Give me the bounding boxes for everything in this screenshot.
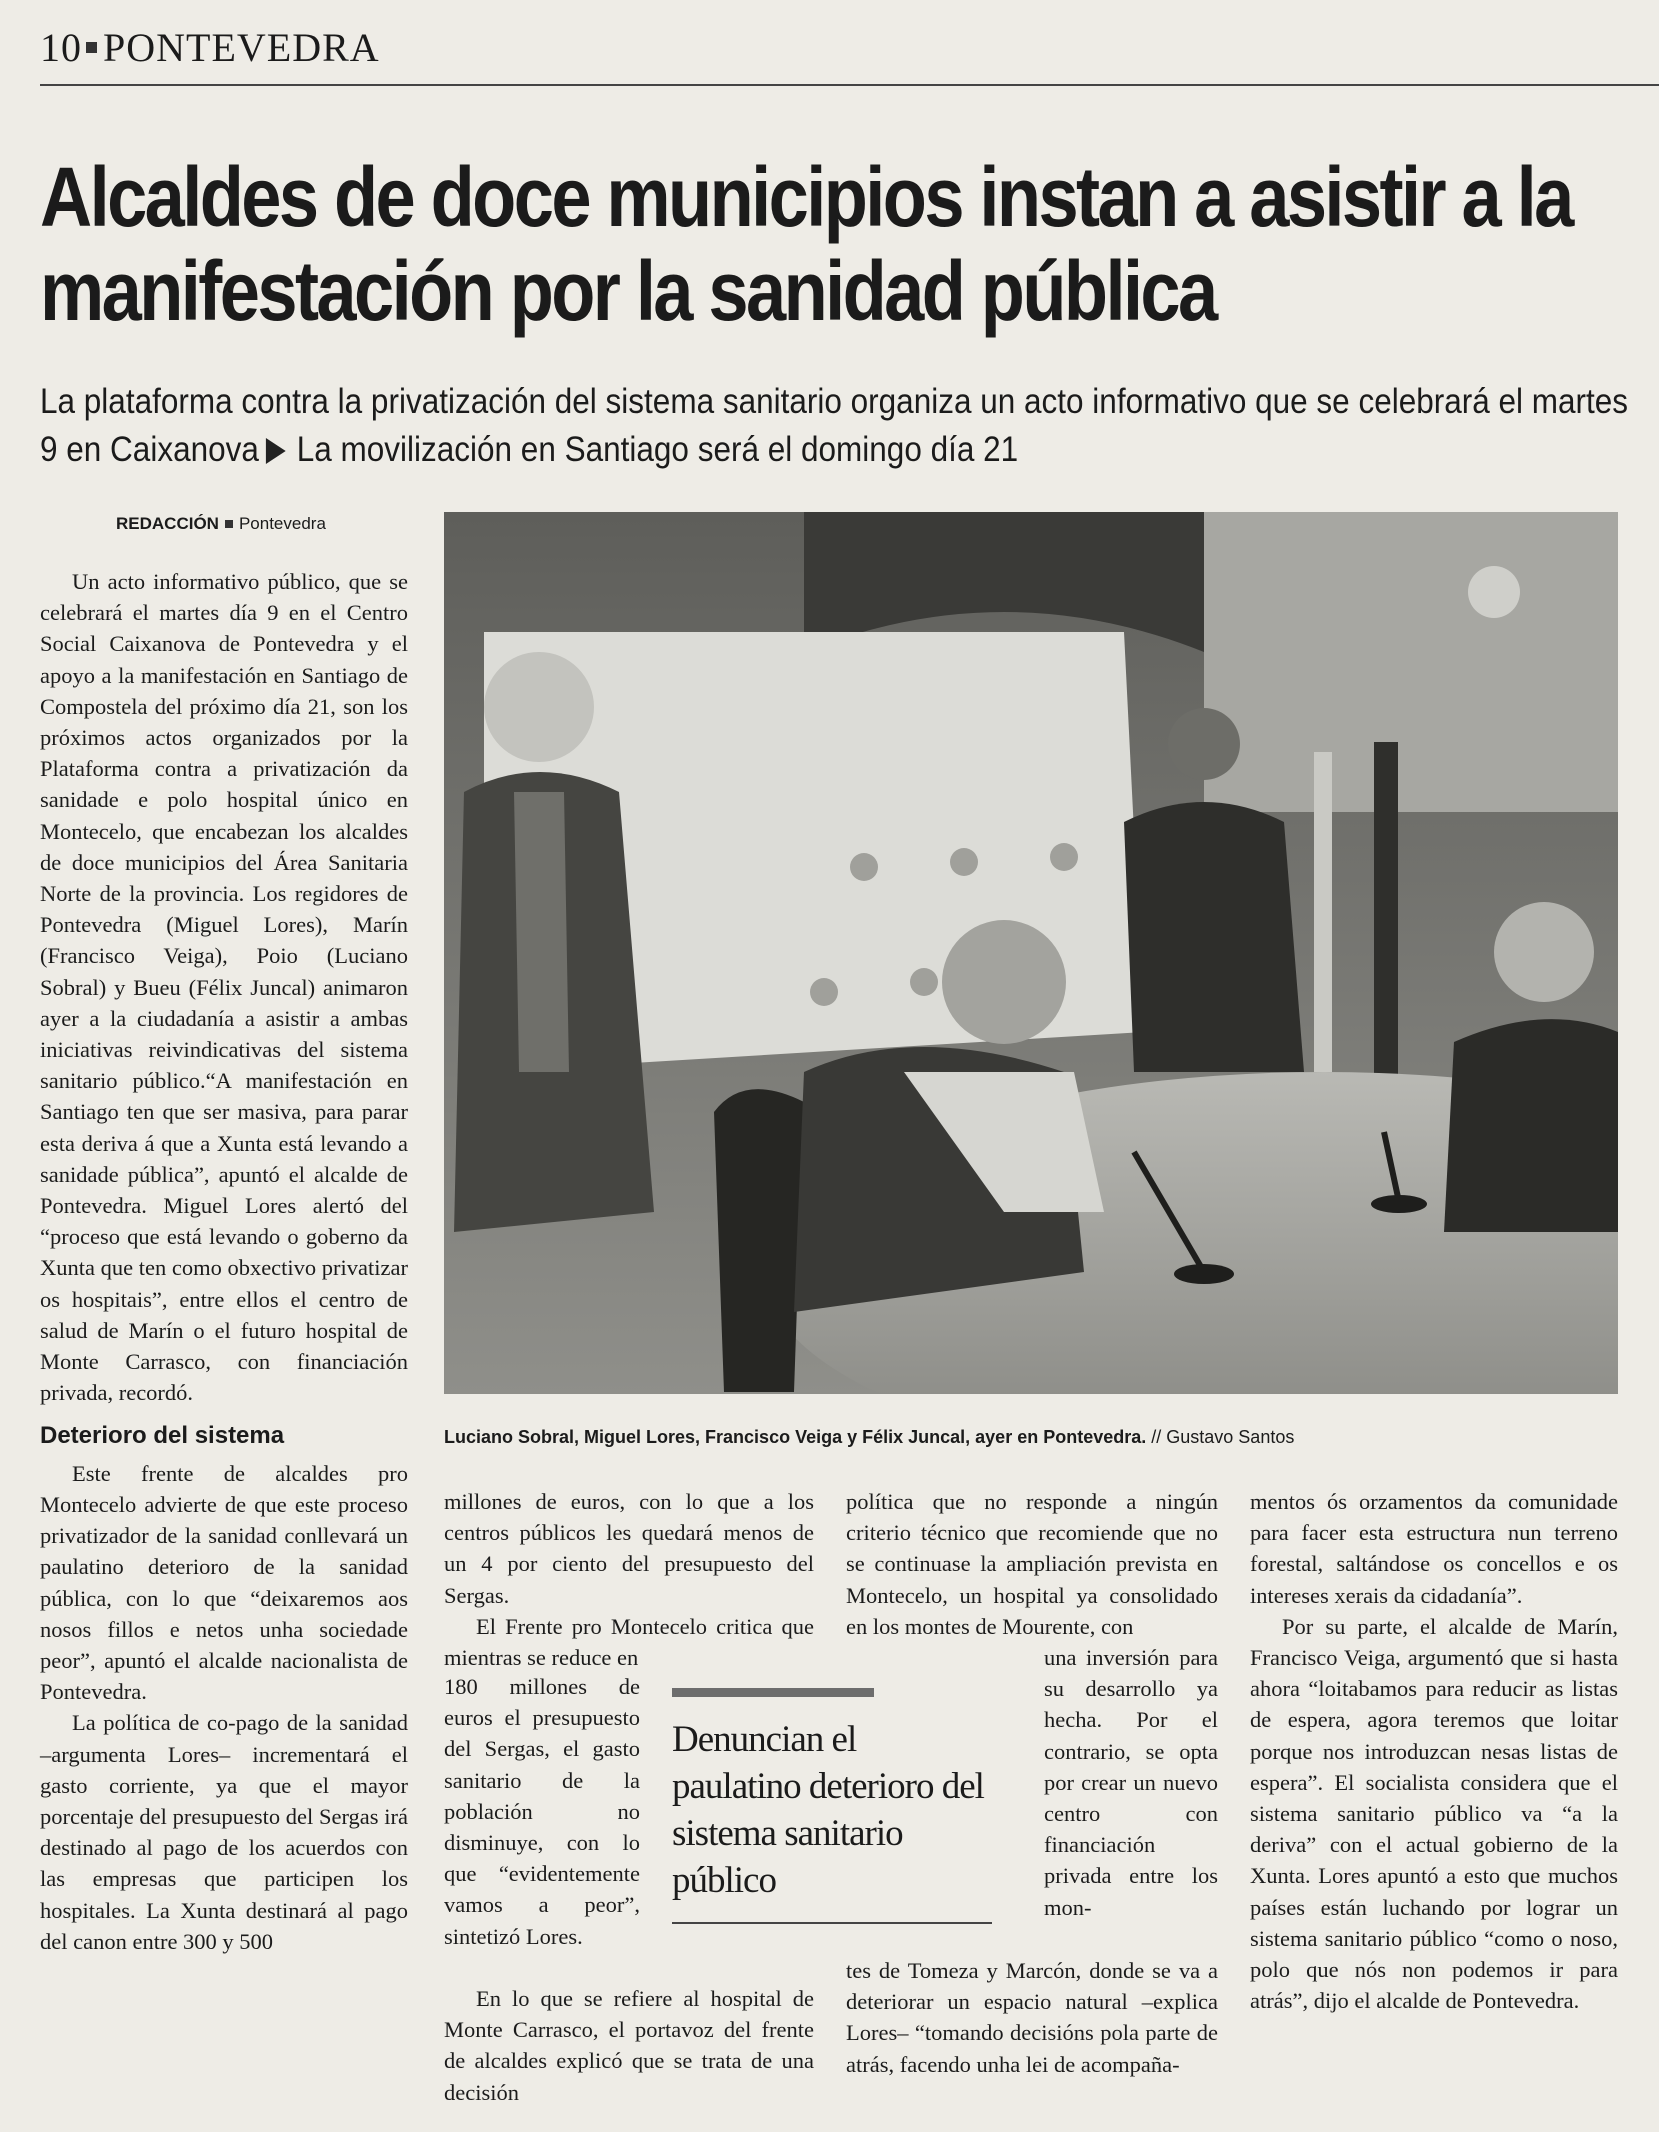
column-3-bottom — [846, 1955, 1218, 2080]
col1-subheading: Deterioro del sistema — [40, 1422, 285, 1450]
col1-paragraph-2: Este frente de alcaldes pro Montecelo advierte de que este proceso privatizador de la sanidad conllevará un paulatino deterioro de la sanidad pública, con lo que “deixaremos aos nosos fillos e netos unha sociedade peor”, apuntó el alcalde nacionalista de Pontevedra. — [40, 1460, 408, 1705]
triangle-bullet-icon — [266, 438, 286, 464]
col2-paragraph-1: millones de euros, con lo que a los centros públicos les quedará menos de un 4 por ciento del presupuesto del Sergas. — [444, 1489, 814, 1608]
press-conference-photo — [444, 512, 1618, 1394]
col1-paragraph-3: La política de co-pago de la sanidad –argumenta Lores– incrementará el gasto corriente, ya que el mayor porcentaje del presupuesto del Sergas irá destinado al pago de los acuerdos con las empresas que participen los hospitales. La Xunta destinará al pago del canon entre 300 y 500 — [40, 1710, 408, 1954]
byline-square-icon — [225, 520, 233, 528]
section-name: PONTEVEDRA — [103, 25, 380, 70]
pull-quote-rule — [672, 1688, 874, 1697]
column-2 — [444, 1486, 814, 1673]
col1-paragraph-1: Un acto informativo público, que se celebrará el martes día 9 en el Centro Social Caixanova de Pontevedra y el apoyo a la manifestación en Santiago de Compostela del próximo día 21, son los próximos actos organizados por la Plataforma contra a privatización da sanidade e polo hospital único en Montecelo, que encabezan los alcaldes de doce municipios del Área Sanitaria Norte de la provincia. Los regidores de Pontevedra (Miguel Lores), Marín (Francisco Veiga), Poio (Luciano Sobral) y Bueu (Félix Juncal) animaron ayer a la ciudadanía a asistir a ambas iniciativas reivindicativas del sistema sanitario público.“A manifestación en Santiago ten que ser masiva, para parar esta deriva á que a Xunta está levando a sanidade pública”, apuntó el alcalde de Pontevedra. Miguel Lores alertó del “proceso que está levando o goberno da Xunta que ten como obxectivo privatizar os hospitais”, entre ellos el centro de salud de Marín o el futuro hospital de Monte Carrasco, con financiación privada, recordó. — [40, 569, 408, 1406]
folio-square-icon — [86, 42, 97, 53]
article-photo — [444, 512, 1618, 1394]
page-number: 10 — [40, 25, 82, 70]
column-3-narrow — [1044, 1642, 1218, 1923]
byline-place: Pontevedra — [238, 514, 326, 533]
headline: Alcaldes de doce municipios instan a asistir a la manifestación por la sanidad pública — [40, 150, 1572, 338]
byline — [116, 514, 326, 534]
caption-text: Luciano Sobral, Miguel Lores, Francisco Veiga y Félix Juncal, ayer en Pontevedra. — [444, 1427, 1147, 1447]
col4-paragraph-2: Por su parte, el alcalde de Marín, Francisco Veiga, argumentó que si hasta ahora “loitabamos para reducir as listas de espera, agora teremos que loitar porque nos introduzcan nesas listas de espera”. El socialista considera que el sistema sanitario público va “a la deriva” con el actual gobierno de la Xunta. Lores apuntó a esto que muchos países están luchando por lograr un sistema sanitario público “como o noso, polo que nós non podemos ir para atrás”, dijo el alcalde de Pontevedra. — [1250, 1613, 1618, 2014]
pull-quote: Denuncian el paulatino deterioro del sistema sanitario público — [672, 1719, 984, 1901]
col3-paragraph-1c: tes de Tomeza y Marcón, donde se va a deteriorar un espacio natural –explica Lores– “tomando decisións pola parte de atrás, facendo unha lei de acompaña- — [846, 1958, 1218, 2077]
column-1 — [40, 566, 408, 1957]
subheadline-part1: La plataforma contra la privatización del sistema sanitario organiza un acto informativo que se celebrará el martes 9 en Caixanova — [40, 382, 1629, 469]
col4-paragraph-1: mentos ós orzamentos da comunidade para facer esta estructura nun terreno forestal, saltándose os concellos e os intereses xerais da cidadanía”. — [1250, 1489, 1618, 1608]
photo-credit: // Gustavo Santos — [1151, 1427, 1295, 1447]
col2-paragraph-2a: El Frente pro Montecelo critica que mientras se reduce en — [444, 1613, 814, 1671]
byline-author: REDACCIÓN — [116, 514, 219, 533]
column-3 — [846, 1486, 1218, 1642]
col3-paragraph-1b: una inversión para su desarrollo ya hecha. Por el contrario, se opta por crear un nuevo centro con financiación privada entre los mon- — [1044, 1645, 1218, 1920]
header-rule — [40, 84, 1659, 86]
col3-paragraph-1a: política que no responde a ningún criterio técnico que recomiende que no se continuase la ampliación prevista en Montecelo, un hospital ya consolidado en los montes de Mourente, con — [846, 1489, 1218, 1639]
subheadline — [40, 378, 1651, 474]
col2-paragraph-2b: 180 millones de euros el presupuesto del Sergas, el gasto sanitario de la población no disminuye, con lo que “evidentemente vamos a peor”, sintetizó Lores. — [444, 1674, 640, 1949]
pull-quote-bottom-rule — [672, 1922, 992, 1924]
column-4 — [1250, 1486, 1618, 2016]
page-folio — [40, 24, 380, 72]
column-2-bottom — [444, 1983, 814, 2108]
col2-paragraph-3: En lo que se refiere al hospital de Monte Carrasco, el portavoz del frente de alcaldes explicó que se trata de una decisión — [444, 1986, 814, 2105]
photo-caption — [444, 1427, 1294, 1448]
column-2-narrow — [444, 1671, 640, 1952]
subheadline-part2: La movilización en Santiago será el domingo día 21 — [296, 430, 1019, 469]
